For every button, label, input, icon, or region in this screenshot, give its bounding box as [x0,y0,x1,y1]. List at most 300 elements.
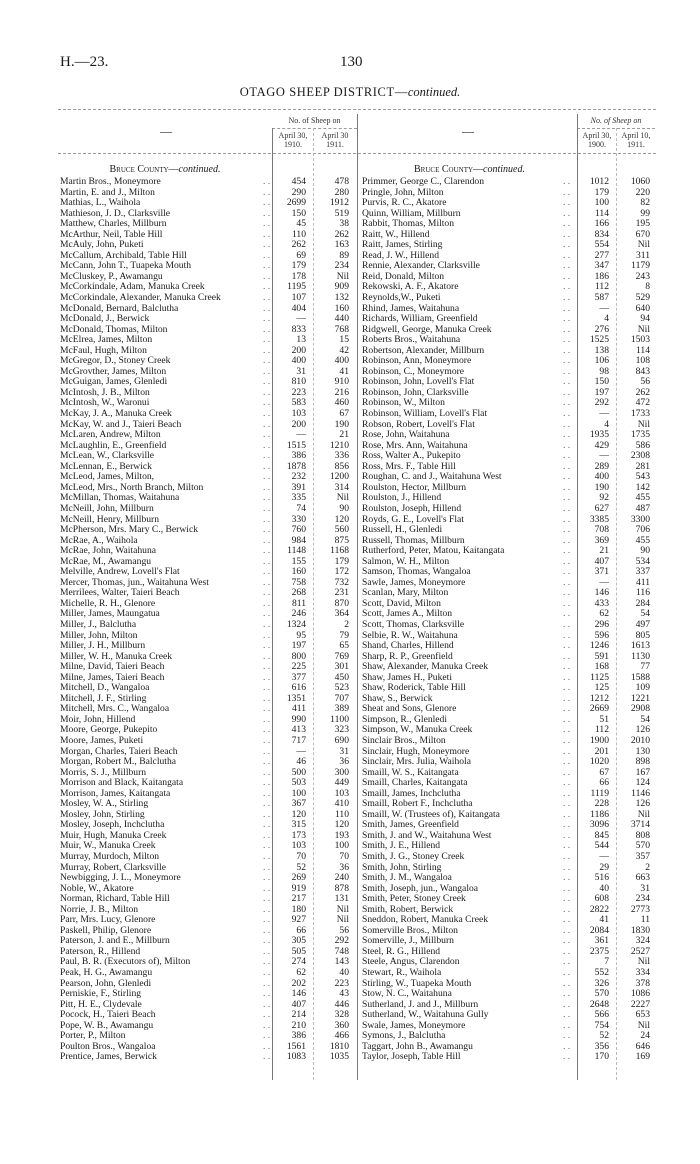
owner-name: Michelle, R. H., Glenore [60,597,156,609]
leader-dots: . . [563,228,571,240]
owner-name: Scott, James A., Milton [362,608,453,620]
sheep-count-1910: 591 [594,650,609,662]
leader-dots: . . [563,260,571,272]
sheep-count-1910: — [599,302,609,314]
owner-name: Scott, David, Milton [362,597,441,609]
leader-dots: . . [563,408,571,420]
owner-name: Rose, Mrs. Ann, Waitahuna [362,439,468,451]
sheep-count-1910: 112 [594,281,609,293]
sheep-count-1911: 1100 [330,713,349,725]
sheep-count-1910: 616 [291,682,306,694]
sheep-count-1910: 552 [594,967,609,979]
owner-name: Steel, R. G., Hillend [362,945,441,957]
sheep-count-1911: 1146 [631,787,650,799]
owner-name: Smith, James, Greenfield [362,819,459,831]
leader-dots: . . [263,713,271,725]
sheep-count-1910: 608 [594,893,609,905]
sheep-count-1911: 769 [334,650,349,662]
sheep-count-1911: 1810 [329,1040,349,1052]
sheep-count-1911: 586 [635,439,650,451]
sheep-count-1910: 1083 [286,1051,306,1063]
owner-name: Smith, Joseph, jun., Wangaloa [362,882,479,894]
leader-dots: . . [563,502,571,514]
sheep-count-1910: 223 [291,386,306,398]
sheep-count-1910: 596 [594,629,609,641]
table-row [362,620,655,631]
sheep-count-1910: 919 [291,882,306,894]
sheep-count-1910: 810 [291,376,306,388]
sheep-count-1910: 1561 [286,1040,306,1052]
sheep-count-1911: 389 [334,703,349,715]
owner-name: Porter, P., Milton [60,1030,126,1042]
sheep-count-1911: 172 [334,566,349,578]
sheep-count-1911: 466 [334,1030,349,1042]
leader-dots: . . [563,471,571,483]
leader-dots: . . [563,713,571,725]
sheep-count-1911: 472 [635,397,650,409]
leader-dots: . . [263,914,271,926]
sheep-count-1910: 305 [291,935,306,947]
leader-dots: . . [263,618,271,630]
sheep-count-1911: 497 [635,618,650,630]
sheep-count-1911: 90 [640,545,650,557]
owner-name: Shaw, S., Berwick [362,692,433,704]
sheep-count-1910: 289 [594,460,609,472]
sheep-count-1910: — [296,429,306,441]
sheep-count-1911: 120 [334,819,349,831]
owner-name: Stewart, R., Waihola [362,967,442,979]
sheep-count-1911: 65 [339,640,349,652]
owner-name: Ross, Mrs. F., Table Hill [362,460,456,472]
sheep-count-1911: 460 [334,397,349,409]
leader-dots: . . [563,218,571,230]
sheep-count-1911: Nil [336,903,349,915]
sheep-count-1911: 411 [635,576,650,588]
owner-name: Ross, Walter A., Pukepito [362,450,461,462]
sheep-count-1910: 400 [291,355,306,367]
sheep-count-1910: 98 [599,365,609,377]
sheep-count-1911: 870 [334,597,349,609]
leader-dots: . . [563,1051,571,1063]
owner-name: McCluskey, P., Awamangu [60,270,163,282]
table-row [362,177,655,188]
leader-dots: . . [263,798,271,810]
leader-dots: . . [563,186,571,198]
leader-dots: . . [263,344,271,356]
leader-dots: . . [563,323,571,335]
sheep-count-1911: 440 [334,313,349,325]
owner-name: Paul, B. R. (Executors of), Milton [60,956,191,968]
sheep-count-1910: 407 [594,555,609,567]
owner-name: McIntosh, W., Waronui [60,397,150,409]
sheep-count-1911: 262 [635,386,650,398]
sheep-count-1910: 1878 [286,460,306,472]
sheep-count-1910: — [599,851,609,862]
owner-name: Stirling, W., Tuapeka Mouth [362,977,472,989]
sheep-count-1910: 150 [291,207,306,219]
leader-dots: . . [263,418,271,430]
sheep-count-1910: 356 [594,1040,609,1052]
sheep-count-1911: 94 [640,313,650,325]
leader-dots: . . [263,534,271,546]
sheep-count-1910: 990 [291,713,306,725]
owner-name: Pitt, H. E., Clydevale [60,998,142,1010]
owner-name: Morris, S. J., Millburn [60,766,147,778]
sheep-count-1910: 4 [604,313,609,325]
sheep-count-1911: 262 [334,228,349,240]
sheep-count-1911: 1200 [329,471,349,483]
owner-name: Robinson, Ann, Moneymore [362,355,472,367]
owner-name: Sinclair, Mrs. Julia, Waihola [362,756,471,768]
leader-dots: . . [563,1009,571,1021]
table-row [60,620,357,631]
leader-dots: . . [263,935,271,947]
leader-dots: . . [263,861,271,873]
sheep-count-1911: 109 [635,682,650,694]
leader-dots: . . [563,587,571,599]
sheep-count-1911: 1830 [630,924,650,936]
sheep-count-1910: 107 [291,292,306,304]
leader-dots: . . [263,292,271,304]
leader-dots: . . [563,861,571,873]
sheep-count-1910: 566 [594,1009,609,1021]
leader-dots: . . [263,460,271,472]
owner-name: Samson, Thomas, Wangaloa [362,566,471,578]
leader-dots: . . [563,429,571,441]
owner-name: Smaill, Robert F., Inchclutha [362,798,473,810]
sheep-count-1911: 1503 [630,334,650,346]
owner-name: McRae, John, Waitahuna [60,545,157,557]
sheep-count-1911: 292 [334,935,349,947]
owner-name: Ridgwell, George, Manuka Creek [362,323,492,335]
sheep-count-1910: 386 [291,450,306,462]
leader-dots: . . [263,724,271,736]
sheep-count-1911: 446 [334,998,349,1010]
leader-dots: . . [563,671,571,683]
leader-dots: . . [263,502,271,514]
sheep-count-1911: 478 [334,176,349,187]
sheep-count-1911: 195 [635,218,650,230]
sheep-count-1911: 163 [334,239,349,251]
sheep-count-1911: Nil [637,1019,650,1031]
right-header-1911: April 10, 1911. [621,131,651,149]
leader-dots: . . [563,819,571,831]
owner-name: Robinson, John, Lovell's Flat [362,376,475,388]
leader-dots: . . [563,397,571,409]
leader-dots: . . [563,481,571,493]
leader-dots: . . [263,988,271,1000]
owner-name: Noble, W., Akatore [60,882,134,894]
leader-dots: . . [263,249,271,261]
sheep-count-1911: 56 [640,376,650,388]
sheep-count-1911: 878 [334,882,349,894]
leader-dots: . . [563,756,571,768]
owner-name: Mathias, L., Waihola [60,197,141,209]
owner-name: Royds, G. E., Lovell's Flat [362,513,464,525]
sheep-count-1911: Nil [637,323,650,335]
leader-dots: . . [263,840,271,852]
sheep-count-1911: 234 [334,260,349,272]
owner-name: Sutherland, J. and J., Millburn [362,998,479,1010]
sheep-count-1910: 708 [594,524,609,536]
sheep-count-1911: 108 [635,355,650,367]
sheep-count-1910: 52 [296,861,306,873]
sheep-count-1910: 400 [594,471,609,483]
leader-dots: . . [563,798,571,810]
leader-dots: . . [563,935,571,947]
owner-name: Miller, James, Maungatua [60,608,160,620]
sheep-count-1910: 21 [599,545,609,557]
leader-dots: . . [563,576,571,588]
sheep-count-1911: 449 [334,777,349,789]
sheep-count-1911: 337 [635,566,650,578]
sheep-count-1910: 296 [594,618,609,630]
sheep-count-1911: 169 [635,1051,650,1063]
sheep-count-1910: 587 [594,292,609,304]
owner-name: Reynolds,W., Puketi [362,292,441,304]
owner-name: Stow, N. C., Waitahuna [362,988,452,1000]
leader-dots: . . [263,808,271,820]
leader-dots: . . [263,207,271,219]
leader-dots: . . [563,745,571,757]
sheep-count-1911: 646 [635,1040,650,1052]
leader-dots: . . [263,882,271,894]
sheep-count-1910: 179 [291,260,306,272]
leader-dots: . . [563,439,571,451]
leader-dots: . . [563,682,571,694]
sheep-count-1911: 99 [640,207,650,219]
sheep-count-1911: 130 [635,745,650,757]
sheep-count-1910: 1186 [590,808,609,820]
leader-dots: . . [563,808,571,820]
leader-dots: . . [263,766,271,778]
leader-dots: . . [263,903,271,915]
sheep-count-1911: 410 [334,798,349,810]
leader-dots: . . [563,724,571,736]
sheep-count-1911: 570 [635,840,650,852]
leader-dots: . . [263,1019,271,1031]
owner-name: Martin Bros., Moneymore [60,176,161,187]
sheep-count-1910: 433 [594,597,609,609]
leader-dots: . . [263,313,271,325]
owner-name: Morgan, Robert M., Balclutha [60,756,176,768]
sheep-count-1911: 8 [645,281,650,293]
county-continued: continued. [483,164,525,175]
leader-dots: . . [263,397,271,409]
sheep-count-1911: 36 [339,861,349,873]
leader-dots: . . [563,787,571,799]
sheep-count-1911: 706 [635,524,650,536]
sheep-count-1910: 505 [291,945,306,957]
owner-name: Symons, J., Balclutha [362,1030,446,1042]
sheep-count-1911: 324 [635,935,650,947]
sheep-count-1910: 554 [594,239,609,251]
sheep-count-1910: 2375 [589,945,609,957]
sheep-count-1911: 898 [635,756,650,768]
leader-dots: . . [263,218,271,230]
leader-dots: . . [563,197,571,209]
sheep-count-1911: 160 [334,302,349,314]
sheep-count-1911: 910 [334,376,349,388]
sheep-count-1911: 323 [334,724,349,736]
leader-dots: . . [563,967,571,979]
sheep-count-1910: 754 [594,1019,609,1031]
sheep-count-1910: 186 [594,270,609,282]
sheep-count-1910: 1148 [287,545,306,557]
sheep-count-1911: 1060 [630,176,650,187]
sheep-count-1911: 311 [635,249,650,261]
leader-dots: . . [263,872,271,884]
sheep-count-1910: 544 [594,840,609,852]
sheep-count-1911: 56 [339,924,349,936]
sheep-count-1910: 190 [594,481,609,493]
sheep-count-1910: 200 [291,418,306,430]
owner-name: Read, J. W., Hillend [362,249,440,261]
sheep-count-1910: 51 [599,713,609,725]
leader-dots: . . [263,355,271,367]
leader-dots: . . [263,756,271,768]
sheep-count-1911: 179 [334,555,349,567]
leader-dots: . . [263,956,271,968]
leader-dots: . . [563,534,571,546]
owner-name: Robinson, William, Lovell's Flat [362,408,488,420]
owner-name: Smith, J. E., Hillend [362,840,441,852]
leader-dots: . . [563,692,571,704]
sheep-count-1910: 202 [291,977,306,989]
leader-dots: . . [263,176,271,187]
leader-dots: . . [263,450,271,462]
owner-name: McElrea, James, Milton [60,334,153,346]
left-header-dash: — [160,124,172,138]
sheep-count-1910: 292 [594,397,609,409]
sheep-count-1911: 89 [339,249,349,261]
sheep-count-1910: 268 [291,587,306,599]
leader-dots: . . [563,829,571,841]
leader-dots: . . [563,945,571,957]
leader-dots: . . [563,355,571,367]
owner-name: Robson, Robert, Lovell's Flat [362,418,475,430]
sheep-count-1911: 280 [334,186,349,198]
title-main: OTAGO SHEEP DISTRICT— [239,85,408,99]
table-row [362,525,655,536]
sheep-count-1910: 454 [291,176,306,187]
sheep-count-1910: 200 [291,344,306,356]
leader-dots: . . [263,334,271,346]
owner-name: Martin, E. and J., Milton [60,186,155,198]
leader-dots: . . [263,703,271,715]
leader-dots: . . [563,376,571,388]
owner-name: Robinson, John, Clarksville [362,386,469,398]
owner-name: Smith, Robert, Berwick [362,903,454,915]
owner-name: Scanlan, Mary, Milton [362,587,449,599]
owner-name: McLennan, E., Berwick [60,460,152,472]
table-row [60,177,357,188]
owner-name: Shaw, Alexander, Manuka Creek [362,661,489,673]
owner-name: Roulston, Hector, Millburn [362,481,467,493]
sheep-count-1911: 116 [635,587,650,599]
leader-dots: . . [563,1019,571,1031]
owner-name: Smith, J. M., Wangaloa [362,872,452,884]
leader-dots: . . [563,292,571,304]
owner-name: Russell, H., Glenledi [362,524,443,536]
sheep-count-1911: 909 [334,281,349,293]
sheep-count-1911: 1086 [630,988,650,1000]
sheep-count-1910: 361 [594,935,609,947]
sheep-count-1910: — [296,313,306,325]
sheep-count-1911: 79 [339,629,349,641]
sheep-count-1911: 2227 [630,998,650,1010]
leader-dots: . . [563,661,571,673]
owner-name: McNeill, John, Millburn [60,502,154,514]
sheep-count-1910: 811 [291,597,306,609]
leader-dots: . . [263,893,271,905]
left-group-label: No. of Sheep on [288,116,341,125]
title-continued: continued. [407,85,461,99]
owner-name: McGregor, D., Stoney Creek [60,355,171,367]
sheep-count-1911: 2010 [630,734,650,746]
table-row [60,736,357,747]
sheep-count-1911: 67 [339,408,349,420]
sheep-count-1911: 364 [334,608,349,620]
leader-dots: . . [563,851,571,862]
leader-dots: . . [563,365,571,377]
sheep-count-1910: 429 [594,439,609,451]
owner-name: McMillan, Thomas, Waitahuna [60,492,180,504]
right-header-1910: April 30, 1900. [582,131,612,149]
sheep-count-1911: 90 [339,502,349,514]
owner-name: Purvis, R. C., Akatore [362,197,447,209]
owner-name: McLeod, James, Milton, [60,471,155,483]
sheep-count-1910: 67 [599,766,609,778]
owner-name: Steele, Angus, Clarendon [362,956,460,968]
sheep-count-1910: 1195 [287,281,306,293]
right-county-heading [362,164,577,175]
owner-name: Miller, J., Balclutha [60,618,137,630]
owner-name: McIntosh, J. B., Milton [60,386,150,398]
left-group-rule [272,128,357,129]
leader-dots: . . [263,197,271,209]
sheep-count-1911: 670 [635,228,650,240]
sheep-count-1910: 1515 [286,439,306,451]
table-row [362,1052,655,1063]
sheep-count-1911: Nil [637,418,650,430]
left-header-1911: April 30 1911. [321,131,349,149]
leader-dots: . . [563,988,571,1000]
leader-dots: . . [263,661,271,673]
sheep-count-1910: 13 [296,334,306,346]
sheep-count-1911: 167 [635,766,650,778]
owner-name: Mercer, Thomas, jun., Waitahuna West [60,576,209,588]
sheep-count-1911: 523 [334,682,349,694]
owner-name: Smith, J. G., Stoney Creek [362,851,465,862]
sheep-count-1910: 583 [291,397,306,409]
sheep-count-1911: 400 [334,355,349,367]
sheep-count-1910: 62 [296,967,306,979]
owner-name: Rutherford, Peter, Matou, Kaitangata [362,545,505,557]
owner-name: Matthew, Charles, Millburn [60,218,167,230]
sheep-count-1911: 21 [339,429,349,441]
owner-name: Miller, John, Milton [60,629,138,641]
sheep-count-1910: 180 [291,903,306,915]
leader-dots: . . [563,914,571,926]
owner-name: Milne, James, Taieri Beach [60,671,165,683]
sheep-count-1910: 369 [594,534,609,546]
leader-dots: . . [563,629,571,641]
leader-dots: . . [263,186,271,198]
owner-name: Paterson, J. and E., Millburn [60,935,170,947]
leader-dots: . . [563,492,571,504]
table-row [362,736,655,747]
